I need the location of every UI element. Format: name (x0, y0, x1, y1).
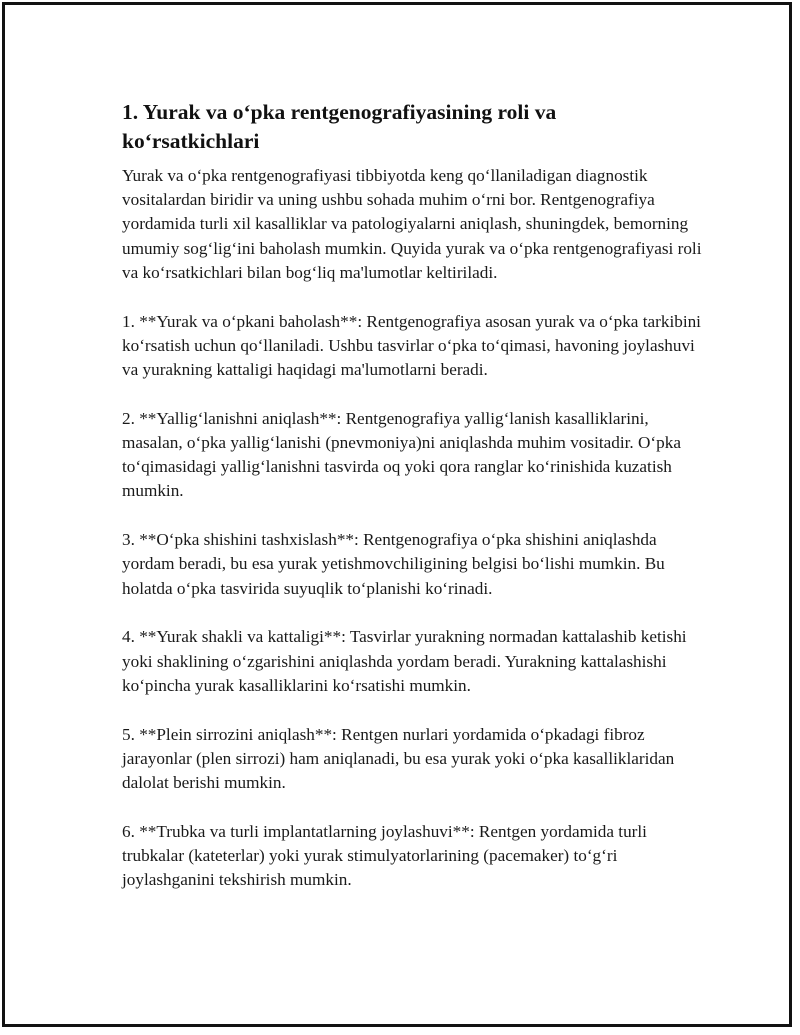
list-item-2: 2. **Yallig‘lanishni aniqlash**: Rentgenografiya yallig‘lanish kasalliklarini, masalan, o‘pka yallig‘lanishi (pnevmoniya)ni aniqlashda muhim vositadir. O‘pka to‘qimasidagi yallig‘lanishni tasvirda oq yoki qora ranglar ko‘rinishida kuzatish mumkin. (122, 408, 681, 501)
document-body (122, 98, 702, 917)
list-item-4: 4. **Yurak shakli va kattaligi**: Tasvirlar yurakning normadan kattalashib ketishi yoki shaklining o‘zgarishini aniqlashda yordam beradi. Yurakning kattalashishi ko‘pincha yurak kasalliklarini ko‘rsatishi mumkin. (122, 627, 687, 695)
intro-paragraph: Yurak va o‘pka rentgenografiyasi tibbiyotda keng qo‘llaniladigan diagnostik vositalardan biridir va uning ushbu sohada muhim o‘rni bor. Rentgenografiya yordamida turli xil kasalliklar va patologiyalarni aniqlash, shuningdek, bemorning umumiy sog‘lig‘ini baholash mumkin. Quyida yurak va o‘pka rentgenografiyasi roli va ko‘rsatkichlari bilan bog‘liq ma'lumotlar keltiriladi. (122, 166, 702, 282)
list-item-6: 6. **Trubka va turli implantatlarning joylashuvi**: Rentgen yordamida turli trubkalar (kateterlar) yoki yurak stimulyatorlarining (pacemaker) to‘g‘ri joylashganini tekshirish mumkin. (122, 821, 647, 890)
document-title: 1. Yurak va o‘pka rentgenografiyasining roli va ko‘rsatkichlari (122, 100, 557, 153)
list-item-1: 1. **Yurak va o‘pkani baholash**: Rentgenografiya asosan yurak va o‘pka tarkibini ko‘rsatish uchun qo‘llaniladi. Ushbu tasvirlar o‘pka to‘qimasi, havoning joylashuvi va yurakning kattaligi haqidagi ma'lumotlarni beradi. (122, 311, 701, 380)
page-frame (2, 2, 792, 1027)
list-item-5: 5. **Plein sirrozini aniqlash**: Rentgen nurlari yordamida o‘pkadagi fibroz jarayonlar (plen sirrozi) ham aniqlanadi, bu esa yurak yoki o‘pka kasalliklaridan dalolat berishi mumkin. (122, 724, 675, 793)
list-item-3: 3. **O‘pka shishini tashxislash**: Rentgenografiya o‘pka shishini aniqlashda yordam beradi, bu esa yurak yetishmovchiligining belgisi bo‘lishi mumkin. Bu holatda o‘pka tasvirida suyuqlik to‘planishi ko‘rinadi. (122, 530, 665, 598)
